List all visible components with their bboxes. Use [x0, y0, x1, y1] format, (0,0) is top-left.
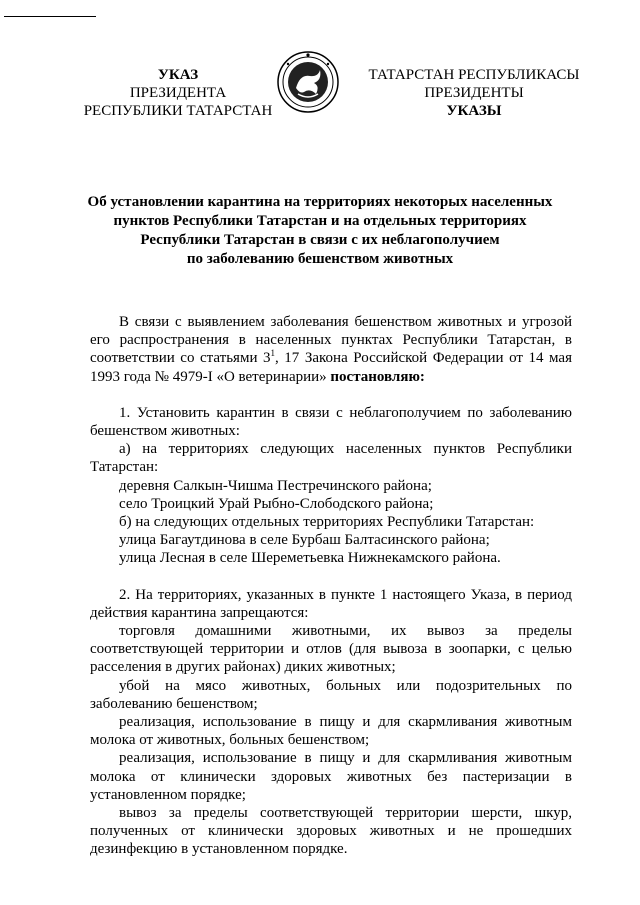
preamble-text-end: , 17 Закона Российской Федерации от 14 мая 1993 года № 4979-I «О ветеринарии»: [90, 350, 572, 385]
document-title: [60, 193, 580, 269]
title-line: по заболеванию бешенством животных: [186, 251, 454, 267]
prohibition-item: вывоз за пределы соответствующей территории шерсти, шкур, полученных от клинически здоровых животных и не прошедших дезинфекцию в установленном порядке.: [90, 805, 572, 858]
header-left-line1: УКАЗ: [157, 67, 199, 83]
prohibition-item: реализация, использование в пищу и для скармливания животным молока от клинически здоровых животных без пастеризации в установленном порядке;: [90, 750, 572, 803]
header-left-line2: ПРЕЗИДЕНТА: [129, 85, 227, 101]
header-right-line2: ПРЕЗИДЕНТЫ: [424, 85, 524, 101]
header-right-line3: УКАЗЫ: [446, 103, 502, 119]
title-line: Об установлении карантина на территориях некоторых населенных: [87, 194, 553, 210]
item1-sub-a: а) на территориях следующих населенных пунктов Республики Татарстан:: [90, 441, 572, 476]
item1-intro: 1. Установить карантин в связи с неблагополучием по заболеванию бешенством животных:: [90, 404, 572, 440]
corner-mark: [4, 16, 96, 17]
decree-word: постановляю:: [330, 368, 425, 385]
header-right-line1: ТАТАРСТАН РЕСПУБЛИКАСЫ: [368, 67, 580, 83]
preamble-paragraph: [90, 313, 572, 386]
village-item: село Троицкий Урай Рыбно-Слободского района;: [119, 495, 434, 512]
title-line: Республики Татарстан в связи с их неблагополучием: [140, 232, 500, 248]
document-body: [90, 313, 572, 859]
article-superscript: 1: [270, 348, 276, 359]
preamble-text: В связи с выявлением заболевания бешенством животных и угрозой его распространения в населенных пунктах Республики Татарстан, в соответствии со статьями 3: [90, 314, 572, 367]
street-item: улица Лесная в селе Шереметьевка Нижнекамского района.: [119, 550, 501, 567]
prohibition-item: реализация, использование в пищу и для скармливания животным молока от животных, больных бешенством;: [90, 714, 572, 749]
village-item: деревня Салкын-Чишма Пестречинского района;: [119, 477, 432, 494]
item1-sub-b: б) на следующих отдельных территориях Республики Татарстан:: [119, 514, 535, 531]
prohibition-item: убой на мясо животных, больных или подозрительных по заболеванию бешенством;: [90, 677, 572, 712]
coat-of-arms-icon: [276, 50, 340, 114]
item2-intro: 2. На территориях, указанных в пункте 1 настоящего Указа, в период действия карантина запрещаются:: [90, 586, 572, 621]
header-right: [363, 66, 585, 120]
header-left: [78, 66, 278, 120]
street-item: улица Багаутдинова в селе Бурбаш Балтасинского района;: [119, 532, 490, 549]
title-line: пунктов Республики Татарстан и на отдельных территориях: [113, 213, 527, 229]
header-left-line3: РЕСПУБЛИКИ ТАТАРСТАН: [83, 103, 273, 119]
prohibition-item: торговля домашними животными, их вывоз за пределы соответствующей территории и отлов (для вывоза в зоопарки, с целью расселения в других районах) диких животных;: [90, 623, 572, 676]
